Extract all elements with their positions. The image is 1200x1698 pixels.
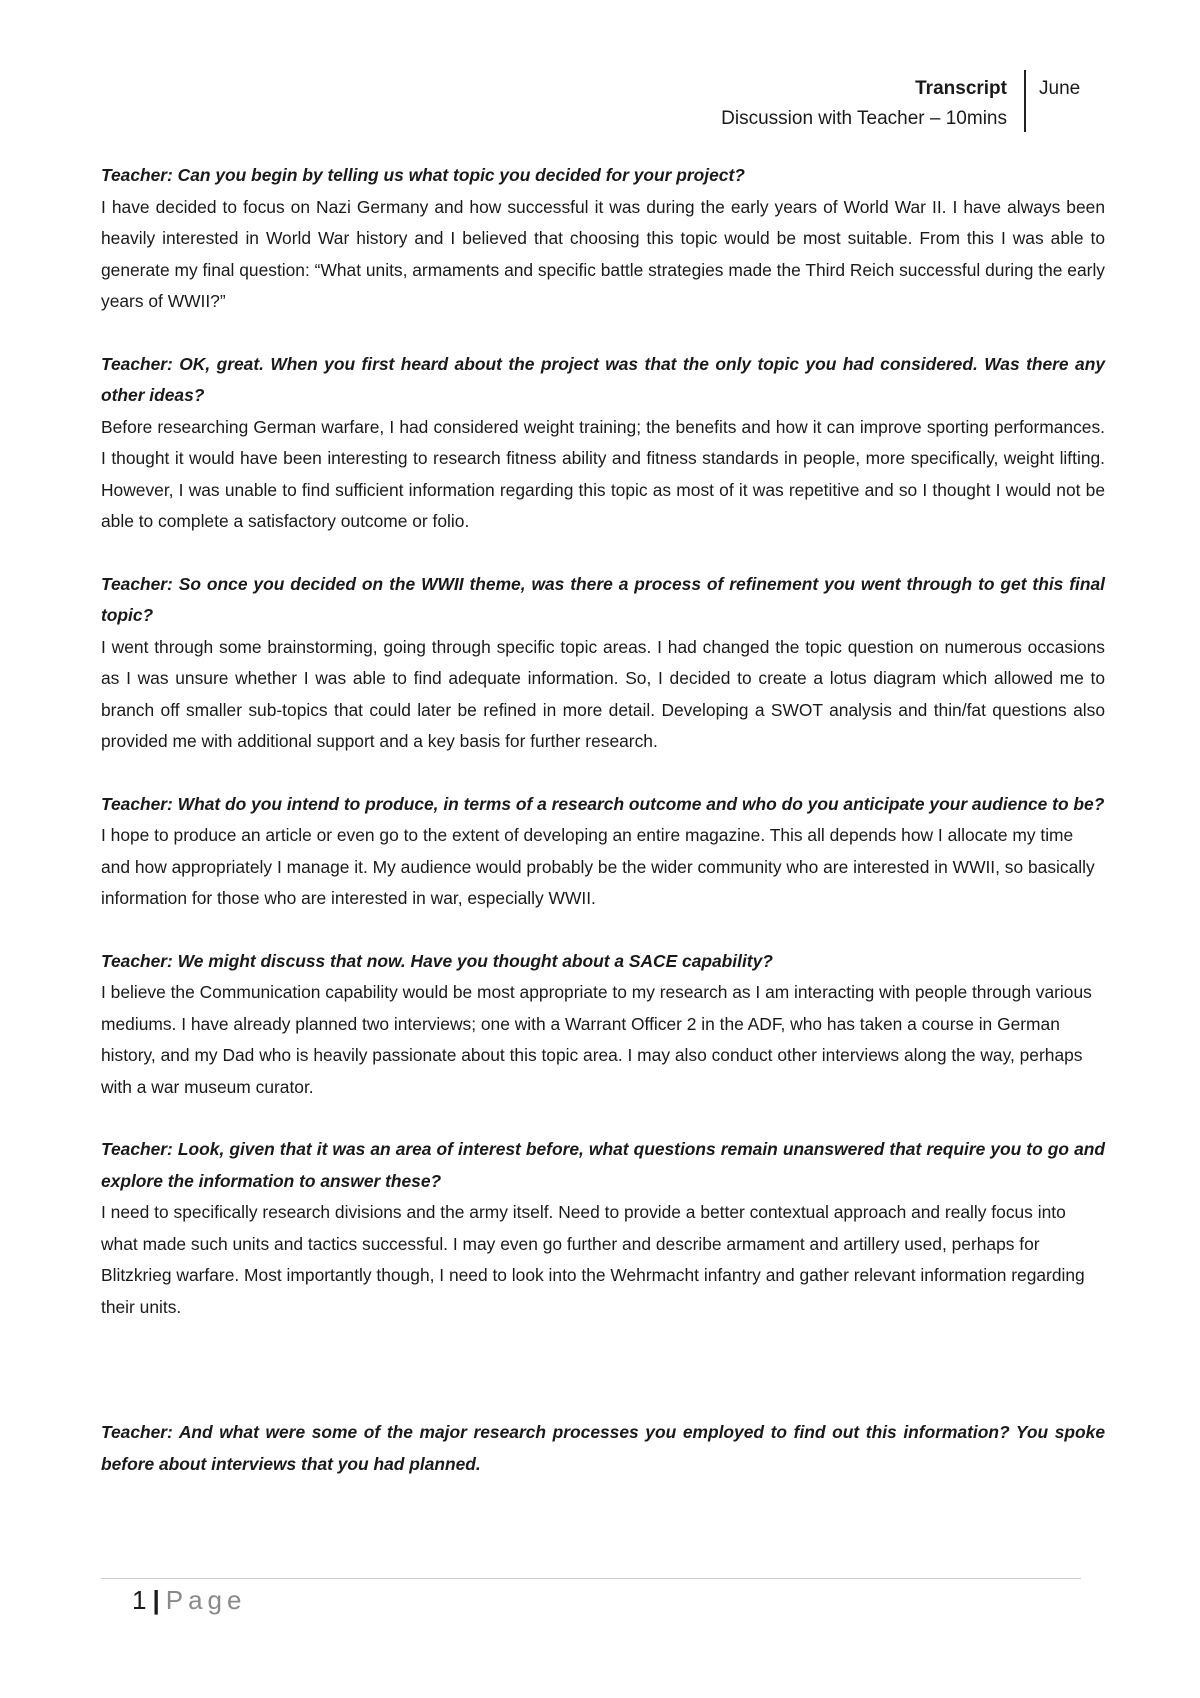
teacher-question: Teacher: What do you intend to produce, in terms of a research outcome and who do you anticipate your audience to be?: [101, 793, 1105, 814]
footer-rule: [101, 1578, 1081, 1579]
dialogue-block-7: [101, 1417, 1105, 1480]
student-answer: Before researching German warfare, I had considered weight training; the benefits and how it can improve sporting performances. I thought it would have been interesting to research fitness ability and fitness standards in people, more specifically, weight lifting. However, I was unable to find sufficient information regarding this topic as most of it was repetitive and so I thought I would not be able to complete a satisfactory outcome or folio.: [101, 416, 1105, 531]
teacher-question: Teacher: And what were some of the major research processes you employed to find out this information? You spoke before about interviews that you had planned.: [101, 1422, 1105, 1474]
dialogue-block-1: [101, 160, 1105, 318]
header-titles: [721, 74, 1007, 134]
page-number: 1: [132, 1585, 147, 1615]
page-header: [600, 70, 1100, 134]
footer-separator: |: [152, 1585, 160, 1615]
student-answer: I have decided to focus on Nazi Germany and how successful it was during the early years of World War II. I have always been heavily interested in World War history and I believed that choosing this topic would be most suitable. From this I was able to generate my final question: “What units, armaments and specific battle strategies made the Third Reich successful during the early years of WWII?”: [101, 196, 1106, 311]
teacher-question: Teacher: Can you begin by telling us what topic you decided for your project?: [101, 165, 745, 185]
blank-space: [101, 1354, 1105, 1417]
teacher-question: Teacher: Look, given that it was an area of interest before, what questions remain unanswered that require you to go and explore the information to answer these?: [101, 1139, 1105, 1191]
page-footer: [132, 1580, 246, 1620]
transcript-body: [101, 160, 1105, 1511]
dialogue-block-3: [101, 569, 1105, 758]
student-answer: I believe the Communication capability would be most appropriate to my research as I am interacting with people through various mediums. I have already planned two interviews; one with a Warrant Officer 2 in the ADF, who has taken a course in German history, and my Dad who is heavily passionate about this topic area. I may also conduct other interviews along the way, perhaps with a war museum curator.: [101, 982, 1092, 1097]
header-divider: [1024, 70, 1026, 132]
dialogue-block-2: [101, 349, 1105, 538]
dialogue-block-5: [101, 946, 1105, 1104]
dialogue-block-6: [101, 1134, 1105, 1323]
student-answer: I need to specifically research divisions and the army itself. Need to provide a better contextual approach and really focus into what made such units and tactics successful. I may even go further and describe armament and artillery used, perhaps for Blitzkrieg warfare. Most importantly though, I need to look into the Wehrmacht infantry and gather relevant information regarding their units.: [101, 1202, 1085, 1317]
teacher-question: Teacher: We might discuss that now. Have you thought about a SACE capability?: [101, 950, 773, 971]
student-answer: I went through some brainstorming, going through specific topic areas. I had changed the topic question on numerous occasions as I was unsure whether I was able to find adequate information. So, I decided to create a lotus diagram which allowed me to branch off smaller sub-topics that could later be refined in more detail. Developing a SWOT analysis and thin/fat questions also provided me with additional support and a key basis for further research.: [101, 636, 1105, 751]
teacher-question: Teacher: OK, great. When you first heard about the project was that the only topic you had considered. Was there any other ideas?: [101, 353, 1105, 405]
student-answer: I hope to produce an article or even go to the extent of developing an entire magazine. This all depends how I allocate my time and how appropriately I manage it. My audience would probably be the wider community who are interested in WWII, so basically information for those who are interested in war, especially WWII.: [101, 825, 1095, 908]
header-month: June: [1039, 78, 1081, 99]
page-label: Page: [165, 1585, 247, 1615]
teacher-question: Teacher: So once you decided on the WWII theme, was there a process of refinement you went through to get this final topic?: [101, 573, 1105, 625]
document-subtitle: Discussion with Teacher – 10mins: [721, 108, 1007, 129]
document-title: Transcript: [915, 78, 1007, 99]
dialogue-block-4: [101, 789, 1105, 915]
